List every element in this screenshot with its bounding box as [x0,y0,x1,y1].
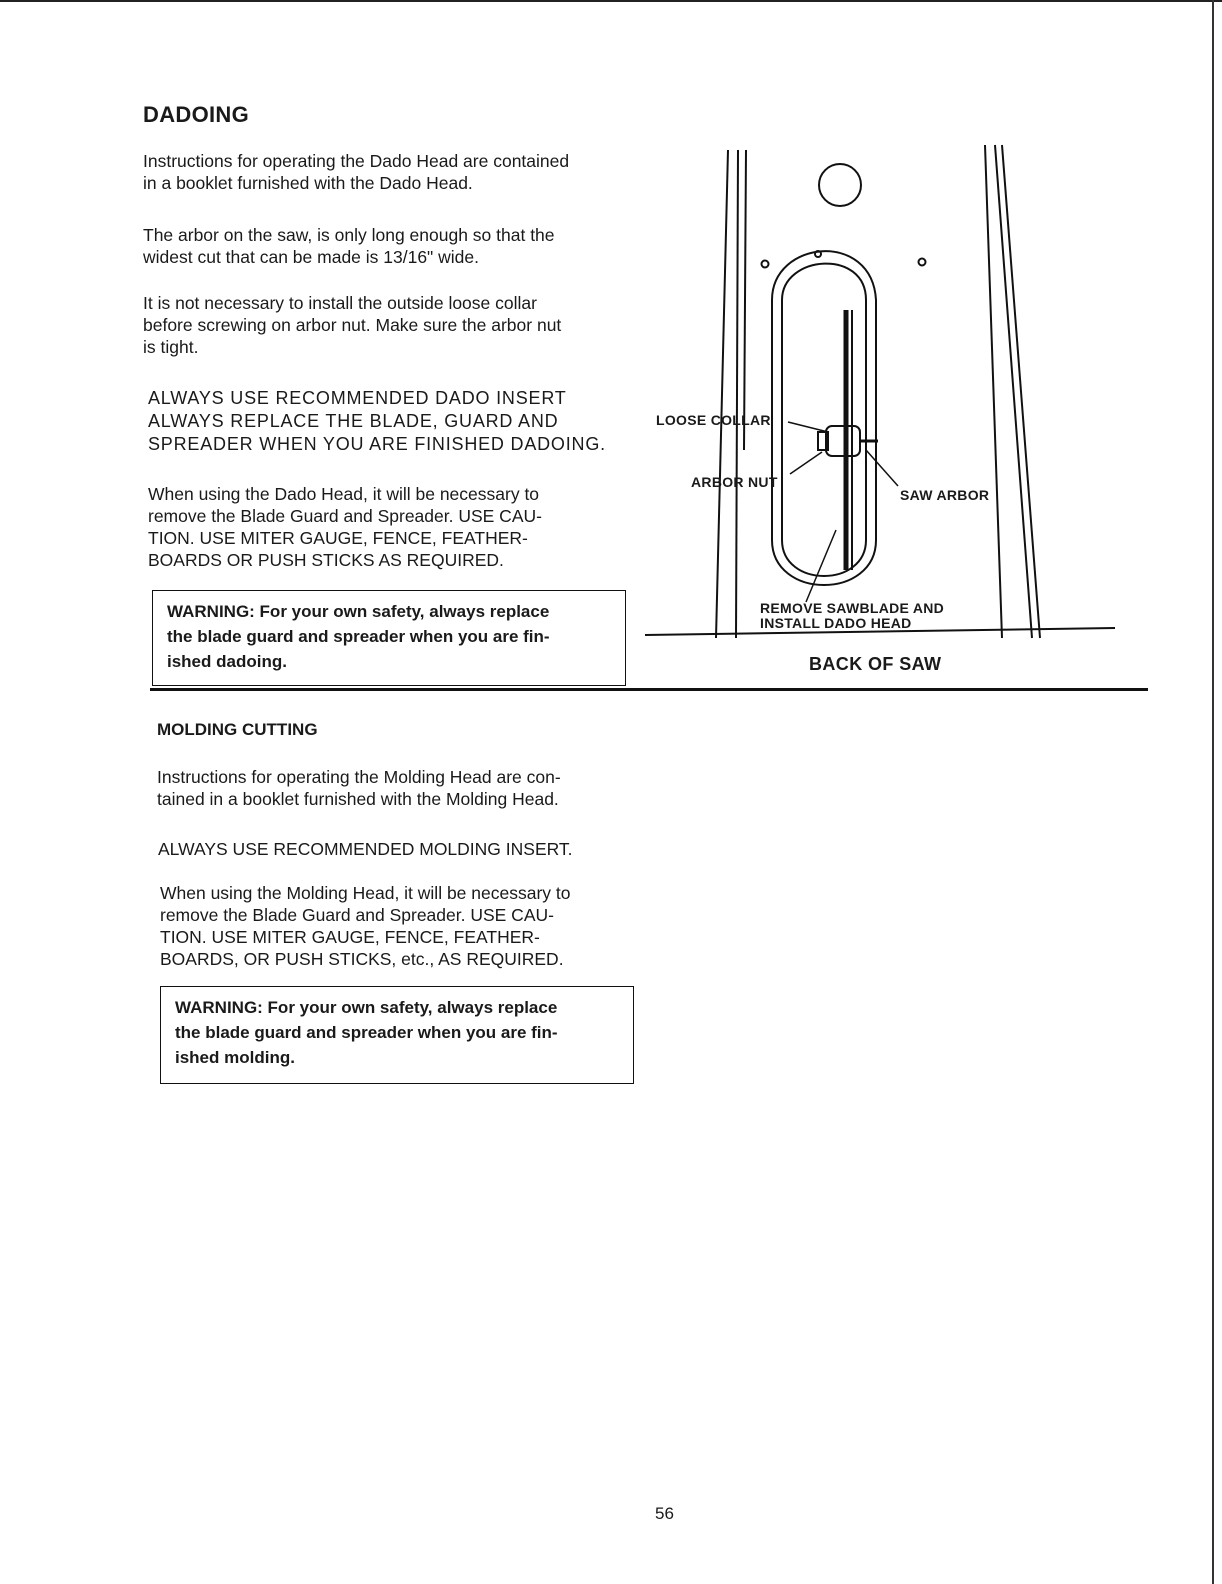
molding-caps-notice: ALWAYS USE RECOMMENDED MOLDING INSERT. [158,839,573,859]
label-arbor-nut: ARBOR NUT [691,474,778,490]
section-divider [150,688,1148,691]
molding-heading: MOLDING CUTTING [157,720,318,739]
dadoing-warning-box: WARNING: For your own safety, always replace the blade guard and spreader when you are fin- ished dadoing. [152,590,626,686]
right-rail-outer [995,145,1032,638]
leader-arbor-nut [790,452,822,474]
back-of-saw-diagram [640,110,1120,650]
arbor-assembly [826,426,860,456]
blade-slot-outer [772,251,876,585]
left-rail-inner [736,150,738,638]
right-rail-inner [985,145,1002,638]
molding-paragraph-3: When using the Molding Head, it will be necessary to remove the Blade Guard and Spreader. USE CAU- TION. USE MITER GAUGE, FENCE, FEATHER- BOARDS, OR PUSH STICKS, etc., AS REQUIRED. [160,883,571,969]
dadoing-paragraph-1: Instructions for operating the Dado Head are contained in a booklet furnished with the Dado Head. [143,151,570,193]
screw-left [762,261,769,268]
dadoing-caps-notice: ALWAYS USE RECOMMENDED DADO INSERT ALWAYS REPLACE THE BLADE, GUARD AND SPREADER WHEN YOU ARE FINISHED DADOING. [148,388,606,454]
dadoing-paragraph-2: The arbor on the saw, is only long enough so that the widest cut that can be made is 13/16" wide. [143,225,555,267]
page-number: 56 [655,1504,674,1523]
page-top-border [0,0,1222,2]
dadoing-paragraph-4: When using the Dado Head, it will be necessary to remove the Blade Guard and Spreader. USE CAU- TION. USE MITER GAUGE, FENCE, FEATHER- BOARDS OR PUSH STICKS AS REQUIRED. [148,484,542,570]
molding-paragraph-1: Instructions for operating the Molding Head are con- tained in a booklet furnished with the Molding Head. [157,767,561,809]
leader-saw-arbor [866,450,898,486]
label-loose-collar: LOOSE COLLAR [656,412,771,428]
molding-warning-box: WARNING: For your own safety, always replace the blade guard and spreader when you are fin- ished molding. [160,986,634,1084]
dadoing-paragraph-3: It is not necessary to install the outside loose collar before screwing on arbor nut. Make sure the arbor nut is tight. [143,293,562,357]
screw-right [919,259,926,266]
blade-slot-inner [782,264,866,576]
right-rail-thin [1002,145,1040,638]
dadoing-heading: DADOING [143,102,249,127]
label-install-dado: INSTALL DADO HEAD [760,615,912,631]
label-saw-arbor: SAW ARBOR [900,487,990,503]
access-hole [819,164,861,206]
left-rail-thin [744,150,746,450]
diagram-caption: BACK OF SAW [809,654,942,674]
page-right-border [1212,0,1214,1584]
leader-loose-collar [788,422,828,432]
label-remove-sawblade: REMOVE SAWBLADE AND [760,600,945,616]
leader-remove-sawblade [806,530,836,602]
left-rail-outer [716,150,728,638]
